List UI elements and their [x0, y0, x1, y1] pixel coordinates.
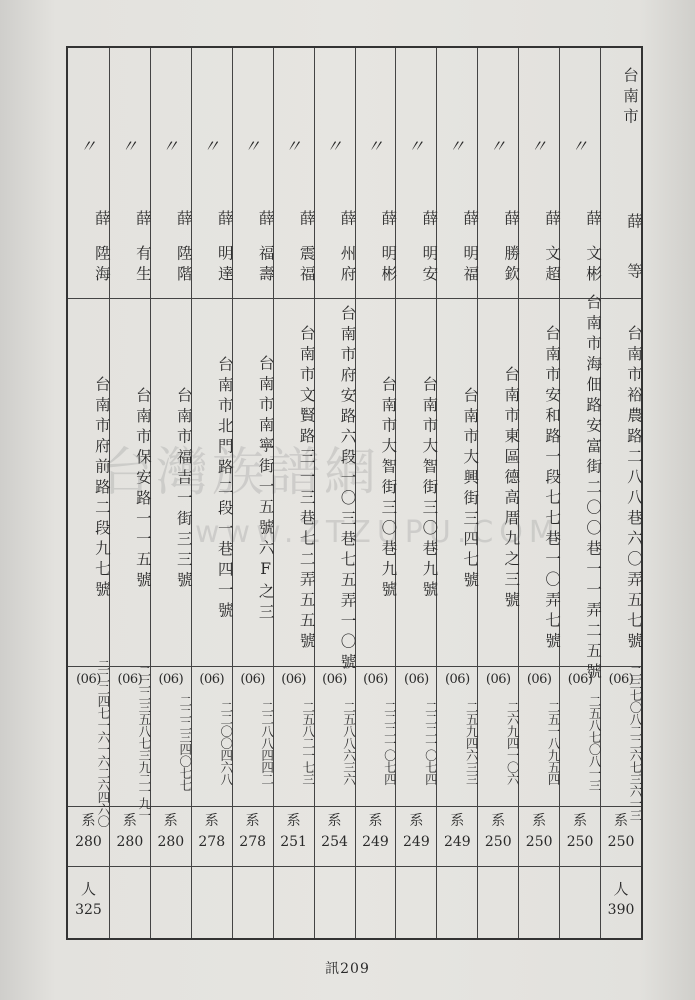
surname: 薛 — [584, 210, 603, 231]
phone-number: 二二二四七一六一六二六四六〇 — [95, 658, 111, 827]
entry-column — [477, 48, 521, 938]
phone-number: 二二二一〇七四 — [382, 700, 398, 785]
ditto-mark: 〃 — [407, 137, 426, 157]
surname: 薛 — [92, 210, 111, 231]
class-mark: 系 — [81, 813, 96, 829]
address-text: 台南市府安路六段一〇三巷七五弄一〇號 — [338, 304, 357, 674]
person-name — [151, 198, 191, 298]
entry-column — [518, 48, 562, 938]
population-number: 390 — [607, 902, 635, 918]
class-mark: 系 — [614, 813, 629, 829]
class-number: 278 — [239, 834, 267, 850]
ditto-mark: 〃 — [448, 137, 467, 157]
address-text: 台南市文賢路三一三巷七二弄五五號 — [297, 325, 316, 653]
entry-column — [436, 48, 480, 938]
page-folio: 訊209 — [325, 961, 370, 977]
person-name — [110, 198, 150, 298]
ditto-mark: 〃 — [161, 137, 180, 157]
class-mark: 系 — [286, 813, 301, 829]
phone-area-code: (06) — [322, 672, 347, 687]
given-name: 陞階 — [174, 244, 193, 286]
phone-area-code: (06) — [608, 672, 634, 687]
phone-area-code: (06) — [404, 672, 429, 687]
class-number: 250 — [566, 834, 594, 850]
class-number: 254 — [321, 834, 348, 850]
given-name: 州府 — [338, 244, 357, 286]
entry-column — [395, 48, 439, 938]
phone-number: 二二八八四四二 — [259, 700, 275, 785]
address-text: 台南市府前路二段九七號 — [92, 376, 111, 602]
watermark-url: www.ZTZUPU.COM — [195, 515, 561, 550]
ditto-mark: 〃 — [530, 137, 549, 157]
class-mark: 系 — [450, 813, 465, 829]
given-name: 等 — [624, 263, 643, 284]
phone-area-code: (06) — [199, 672, 225, 687]
surname: 薛 — [215, 210, 234, 231]
phone-area-code: (06) — [485, 672, 511, 687]
class-mark: 系 — [163, 813, 178, 829]
surname: 薛 — [502, 210, 521, 231]
ditto-mark: 〃 — [202, 137, 221, 157]
class-number: 249 — [443, 834, 471, 850]
phone-area-code: (06) — [117, 672, 143, 687]
person-name — [396, 198, 439, 298]
phone-number: 二五九四六三三 — [464, 700, 480, 785]
surname: 薛 — [624, 212, 643, 233]
class-mark: 系 — [491, 813, 506, 829]
given-name: 明福 — [461, 244, 480, 286]
class-mark: 系 — [245, 813, 260, 829]
phone-number: 二二二一〇七四 — [423, 700, 439, 785]
entry-column — [559, 48, 603, 938]
phone-area-code: (06) — [240, 672, 265, 687]
phone-area-code: (06) — [281, 672, 306, 687]
phone-area-code: (06) — [444, 672, 470, 687]
phone-number: 二六九四一〇六 — [505, 700, 521, 785]
class-number: 280 — [157, 834, 185, 850]
phone-area-code: (06) — [567, 672, 593, 687]
ditto-mark: 〃 — [571, 137, 590, 157]
surname: 薛 — [420, 210, 439, 231]
address-text: 台南市東區德高厝九之三號 — [502, 366, 521, 612]
given-name: 明達 — [215, 244, 234, 286]
given-name: 明安 — [420, 244, 439, 286]
class-number: 280 — [75, 834, 102, 850]
given-name: 文超 — [543, 244, 562, 286]
phone-number: 二二二三五八七三九二一九一 — [136, 664, 152, 821]
class-mark: 系 — [368, 813, 383, 829]
class-mark: 系 — [573, 813, 588, 829]
address-text: 台南市大智街三〇巷九號 — [420, 376, 439, 602]
person-name — [356, 198, 396, 298]
person-name — [437, 198, 480, 298]
phone-number: 二五八八六三六 — [341, 700, 357, 785]
entry-column — [355, 48, 396, 938]
address-text: 台南市福吉一街三三號 — [174, 386, 193, 592]
class-mark: 系 — [122, 813, 137, 829]
phone-number: 二三七〇八二二六七三六一三 — [627, 664, 643, 821]
class-number: 250 — [484, 834, 512, 850]
phone-number: 二五八二一七三 — [300, 700, 316, 785]
entry-column — [68, 48, 109, 938]
class-number: 250 — [525, 834, 553, 850]
surname: 薛 — [379, 210, 398, 231]
class-number: 278 — [198, 834, 226, 850]
population-mark: 人 — [80, 880, 96, 898]
person-name — [233, 198, 273, 298]
phone-area-code: (06) — [158, 672, 184, 687]
address-text: 台南市大智街三〇巷九號 — [379, 376, 398, 602]
surname: 薛 — [297, 210, 316, 231]
ditto-mark: 〃 — [325, 137, 344, 157]
person-name — [601, 198, 641, 298]
given-name: 有生 — [133, 244, 152, 286]
person-name — [315, 198, 355, 298]
entry-column — [600, 48, 641, 938]
given-name: 明彬 — [379, 244, 398, 286]
ditto-mark: 〃 — [79, 137, 98, 157]
class-mark: 系 — [409, 813, 424, 829]
address-text: 台南市裕農路二八八巷六〇弄五七號 — [624, 325, 643, 653]
person-name — [274, 198, 314, 298]
surname: 薛 — [133, 210, 152, 231]
phone-area-code: (06) — [76, 672, 101, 687]
population-mark: 人 — [613, 880, 629, 898]
class-mark: 系 — [327, 813, 342, 829]
given-name: 福壽 — [256, 244, 275, 286]
ditto-mark: 〃 — [366, 137, 385, 157]
entry-column — [314, 48, 355, 938]
class-number: 250 — [607, 834, 635, 850]
person-name — [68, 198, 109, 298]
surname: 薛 — [338, 210, 357, 231]
class-mark: 系 — [532, 813, 547, 829]
surname: 薛 — [461, 210, 480, 231]
person-name — [478, 198, 521, 298]
phone-number: 二五一八九五四 — [546, 700, 562, 785]
phone-area-code: (06) — [363, 672, 388, 687]
surname: 薛 — [543, 210, 562, 231]
given-name: 文彬 — [584, 244, 603, 286]
surname: 薛 — [174, 210, 193, 231]
person-name — [519, 198, 562, 298]
class-number: 249 — [403, 834, 430, 850]
ditto-mark: 〃 — [120, 137, 139, 157]
person-name — [192, 198, 232, 298]
entry-column — [109, 48, 150, 938]
address-text: 台南市南寧街一五號六F之三 — [256, 354, 275, 624]
ditto-mark: 〃 — [243, 137, 262, 157]
address-text: 台南市保安路一一五號 — [133, 386, 152, 592]
entry-column — [150, 48, 191, 938]
class-mark: 系 — [204, 813, 219, 829]
city-label: 台南市 — [620, 67, 639, 129]
ditto-mark: 〃 — [284, 137, 303, 157]
entry-column — [232, 48, 273, 938]
class-number: 280 — [116, 834, 144, 850]
given-name: 震福 — [297, 244, 316, 286]
phone-number: 二二〇〇四六八 — [218, 700, 234, 785]
class-number: 249 — [362, 834, 389, 850]
address-text: 台南市安和路一段七七巷一〇弄七號 — [543, 325, 562, 653]
class-number: 251 — [280, 834, 307, 850]
given-name: 勝欽 — [502, 244, 521, 286]
registry-table — [66, 46, 643, 940]
address-text: 台南市北門路二段一巷四一號 — [215, 355, 234, 623]
address-text: 台南市大興街三四七號 — [461, 386, 480, 592]
phone-number: 二二二三四〇七七 — [177, 694, 193, 791]
given-name: 陞海 — [92, 244, 111, 286]
ditto-mark: 〃 — [489, 137, 508, 157]
surname: 薛 — [256, 210, 275, 231]
watermark-text: 台灣族譜網 — [100, 443, 381, 503]
person-name — [560, 198, 603, 298]
entry-column — [273, 48, 314, 938]
address-text: 台南市海佃路安富街二〇〇巷一一弄二五號 — [584, 294, 603, 684]
phone-area-code: (06) — [526, 672, 552, 687]
phone-number: 二五八七〇八一三 — [587, 694, 603, 791]
entry-column — [191, 48, 232, 938]
population-number: 325 — [75, 902, 102, 918]
